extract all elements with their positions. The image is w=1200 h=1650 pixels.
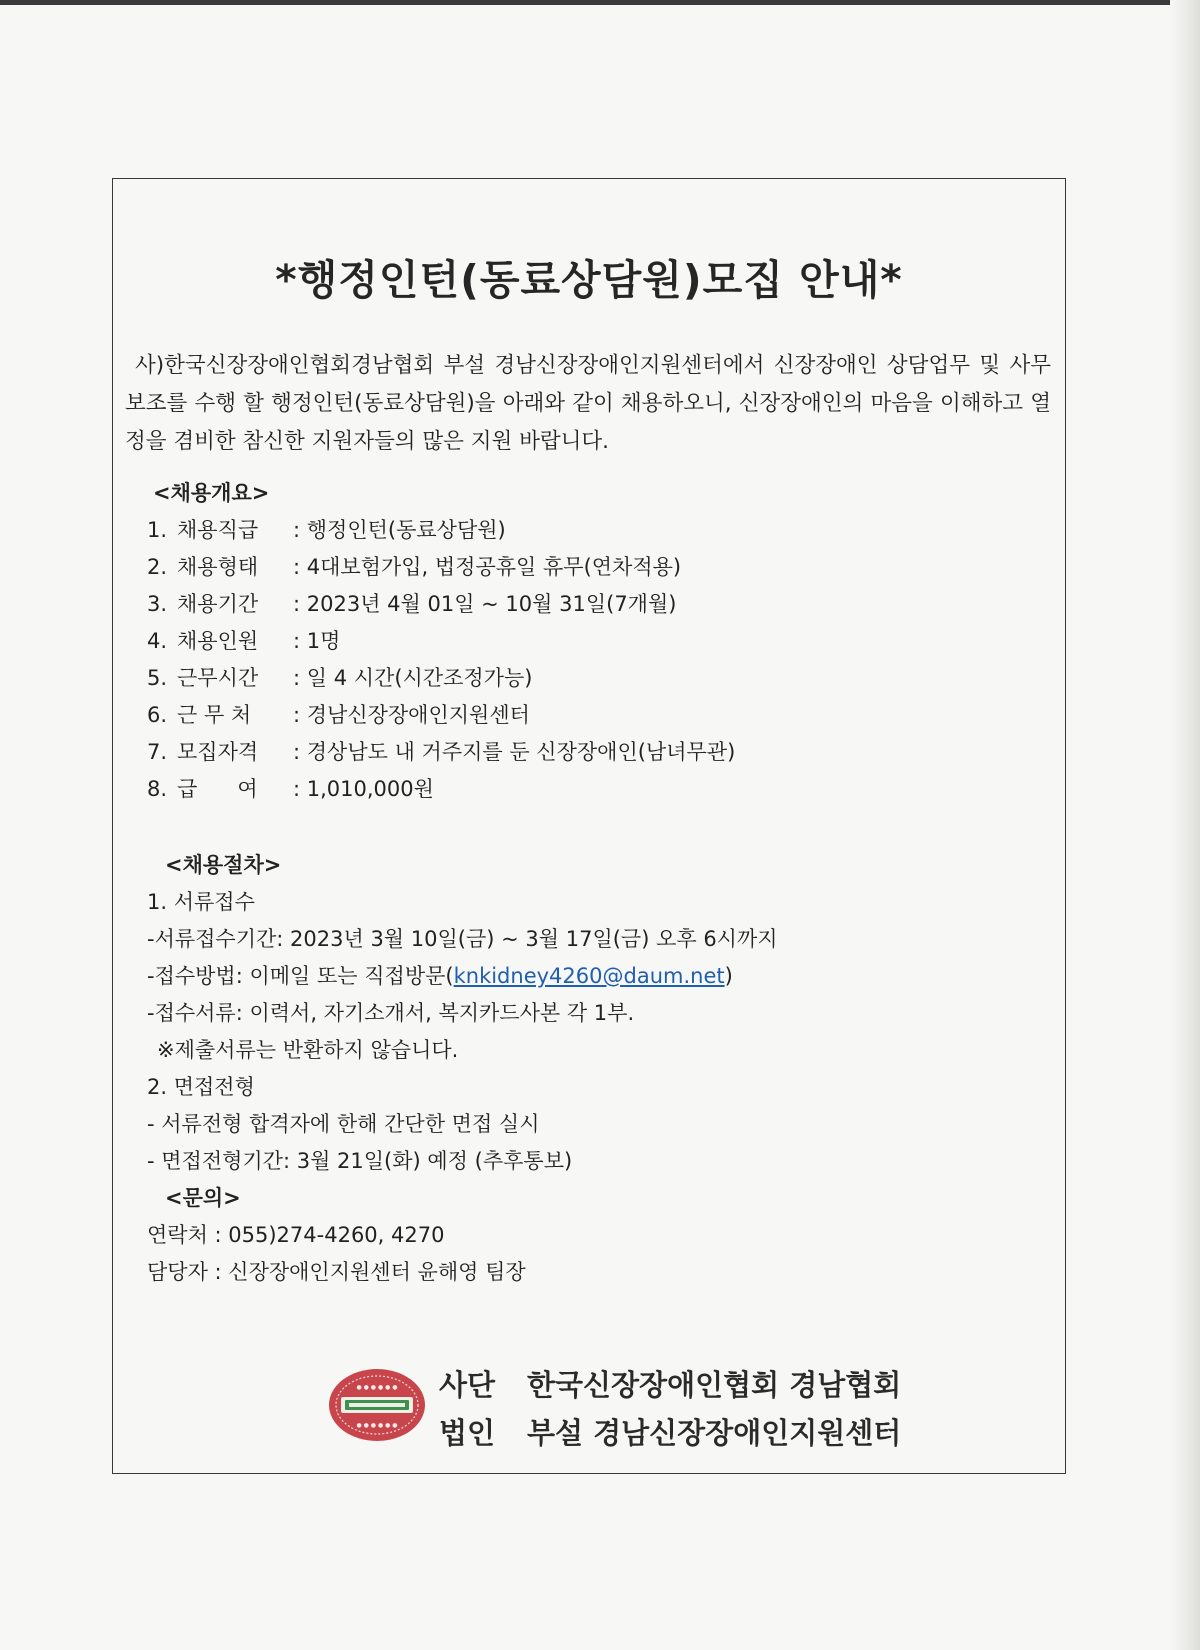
item-value: : 1명: [293, 629, 341, 653]
interview-detail: - 서류전형 합격자에 한해 간단한 면접 실시: [147, 1112, 540, 1136]
association-seal-logo: [327, 1367, 427, 1443]
item-number: 3.: [147, 592, 168, 616]
overview-item: [147, 662, 532, 692]
contact-line: 연락처 : 055)274-4260, 4270: [147, 1223, 445, 1247]
method-text: -접수방법: 이메일 또는 직접방문(: [147, 964, 454, 988]
item-label: 채용직급: [177, 518, 259, 542]
intro-paragraph: [125, 347, 1051, 461]
item-number: 1.: [147, 518, 168, 542]
item-number: 5.: [147, 666, 168, 690]
scan-top-edge: [0, 0, 1200, 5]
item-value: : 행정인턴(동료상담원): [293, 518, 506, 542]
inquiry-heading: <문의>: [165, 1186, 241, 1210]
notice-frame: [112, 178, 1066, 1474]
item-number: 6.: [147, 703, 168, 727]
overview-item: [147, 699, 530, 729]
method-close: ): [724, 964, 733, 988]
item-value: : 일 4 시간(시간조정가능): [293, 666, 533, 690]
item-number: 2.: [147, 555, 168, 579]
item-value: : 4대보험가입, 법정공휴일 휴무(연차적용): [293, 555, 682, 579]
svg-text:● ● ● ● ● ●: ● ● ● ● ● ●: [356, 1422, 398, 1429]
item-label: 근무시간: [177, 666, 259, 690]
intro-text: 사)한국신장장애인협회경남협회 부설 경남신장장애인지원센터에서 신장장애인 상담업무 및 사무보조를 수행 할 행정인턴(동료상담원)을 아래와 같이 채용하오니, 신장장애인의 마음을 이해하고 열정을 겸비한 참신한 지원자들의 많은 지원 바랍니다.: [125, 353, 1051, 454]
item-value: : 2023년 4월 01일 ~ 10월 31일(7개월): [293, 592, 677, 616]
overview-item: [147, 736, 735, 766]
submission-period: -서류접수기간: 2023년 3월 10일(금) ~ 3월 17일(금) 오후 6시까지: [147, 927, 778, 951]
org-kind: 사단: [439, 1368, 496, 1402]
item-label: 근 무 처: [177, 703, 252, 727]
organization-line-1: [439, 1363, 901, 1404]
procedure-heading: <채용절차>: [165, 853, 282, 877]
step1-heading: 1. 서류접수: [147, 890, 255, 914]
svg-text:● ● ● ● ● ●: ● ● ● ● ● ●: [356, 1384, 398, 1391]
submission-documents: -접수서류: 이력서, 자기소개서, 복지카드사본 각 1부.: [147, 1001, 635, 1025]
person-in-charge: 담당자 : 신장장애인지원센터 윤해영 팀장: [147, 1260, 526, 1284]
org-kind: 법인: [439, 1416, 496, 1450]
step2-heading: 2. 면접전형: [147, 1075, 255, 1099]
item-label: 급 여: [177, 777, 258, 801]
item-value: : 경상남도 내 거주지를 둔 신장장애인(남녀무관): [293, 740, 736, 764]
overview-item: [147, 551, 681, 581]
item-label: 채용인원: [177, 629, 259, 653]
item-value: : 경남신장장애인지원센터: [293, 703, 530, 727]
item-number: 7.: [147, 740, 168, 764]
item-number: 8.: [147, 777, 168, 801]
submission-method: [147, 960, 733, 990]
item-label: 채용형태: [177, 555, 259, 579]
overview-item: [147, 588, 676, 618]
interview-period: - 면접전형기간: 3월 21일(화) 예정 (추후통보): [147, 1149, 573, 1173]
scan-right-edge: [1170, 0, 1200, 1650]
overview-item: [147, 625, 340, 655]
overview-heading: <채용개요>: [153, 481, 270, 505]
org-name: 부설 경남신장장애인지원센터: [527, 1416, 902, 1450]
documents-note: ※제출서류는 반환하지 않습니다.: [157, 1038, 459, 1062]
item-value: : 1,010,000원: [293, 777, 434, 801]
overview-item: [147, 514, 506, 544]
item-label: 채용기간: [177, 592, 259, 616]
org-name: 한국신장장애인협회 경남협회: [527, 1368, 902, 1402]
item-label: 모집자격: [177, 740, 259, 764]
organization-line-2: [439, 1411, 901, 1452]
item-number: 4.: [147, 629, 168, 653]
email-link[interactable]: knkidney4260@daum.net: [453, 964, 725, 988]
overview-item: [147, 773, 434, 803]
page-title: *행정인턴(동료상담원)모집 안내*: [275, 256, 903, 304]
